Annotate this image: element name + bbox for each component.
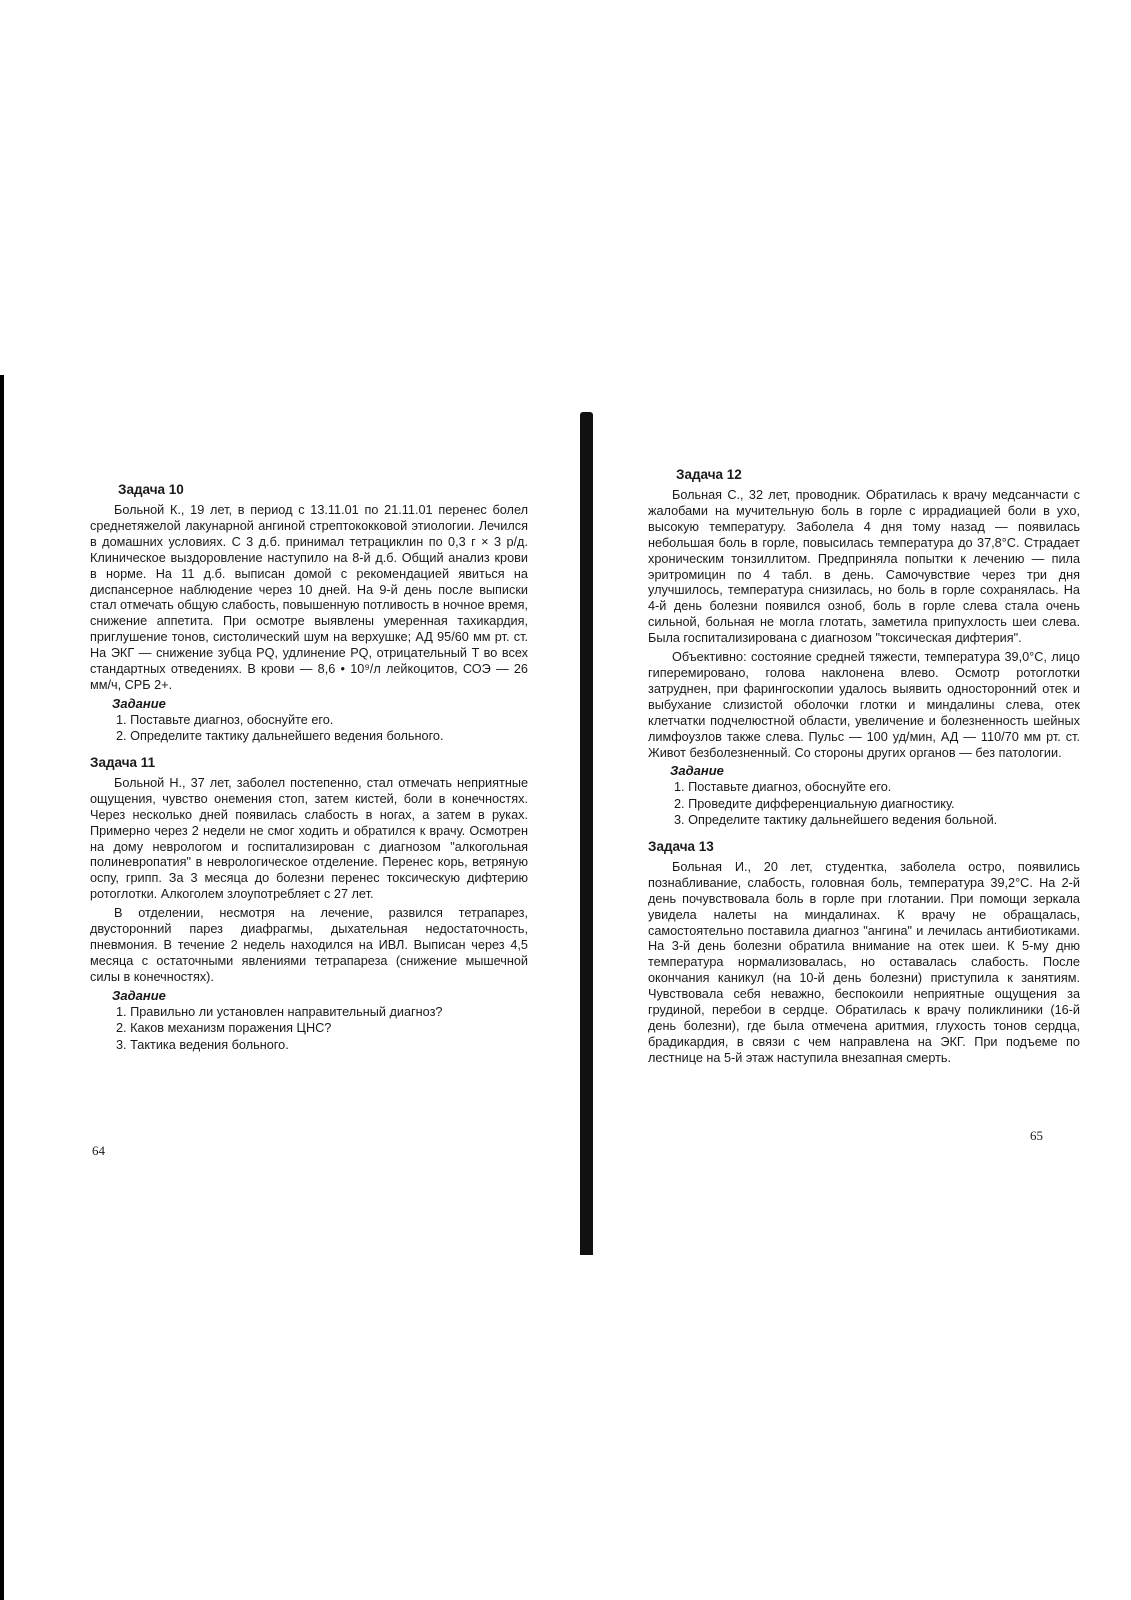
task-paragraph: Больная С., 32 лет, проводник. Обратилась к врачу медсанчасти с жалобами на мучительную боль в горле с иррадиацией боли в ухо, высокую температуру. Заболела 4 дня тому назад — появилась небольшая боль в горле, повысилась температура до 37,8°С. Страдает хроническим тонзиллитом. Предприняла попытки к лечению — пила эритромицин по 4 табл. в день. Самочувствие через три дня улучшилось, температура снизилась, но боль в горле сохранялась. На 4-й день болезни появился озноб, боль в горле слева стала очень сильной, больная не могла глотать, заметила припухлость шеи слева. Была госпитализирована с диагнозом "токсическая дифтерия". [648,488,1080,646]
task-paragraph: Больной К., 19 лет, в период с 13.11.01 по 21.11.01 перенес болел среднетяжелой лакунарной ангиной стрептококковой этиологии. Лечился в домашних условиях. С 3 д.б. принимал тетрациклин по 0,3 г × 3 р/д. Клиническое выздоровление наступило на 8-й д.б. Общий анализ крови в норме. На 11 д.б. выписан домой с рекомендацией явиться на диспансерное наблюдение через 10 дней. На 9-й день после выписки стал отмечать общую слабость, повышенную потливость в ночное время, снижение аппетита. При осмотре выявлены умеренная тахикардия, приглушение тонов, систолический шум на верхушке; АД 95/60 мм рт. ст. На ЭКГ — снижение зубца PQ, удлинение PQ, отрицательный T во всех стандартных отведениях. В крови — 8,6 • 10⁹/л лейкоцитов, СОЭ — 26 мм/ч, СРБ 2+. [90,503,528,692]
task-11 [90,755,528,1053]
question-item: 3. Определите тактику дальнейшего ведения больной. [674,813,998,828]
assignment-heading: Задание [112,695,166,711]
scan-left-edge [0,375,4,1600]
task-paragraph: В отделении, несмотря на лечение, развился тетрапарез, двусторонний парез диафрагмы, дыхательная недостаточность, пневмония. В течение 2 недель находился на ИВЛ. Выписан через 4,5 месяца с остаточными явлениями тетрапареза (снижение мышечной силы в конечностях). [90,906,528,984]
question-list [90,712,528,745]
task-title: Задача 13 [648,838,714,854]
question-item: 2. Проведите дифференциальную диагностику. [674,796,955,811]
task-title: Задача 11 [90,754,156,770]
page-number: 64 [92,1143,105,1158]
question-item: 1. Поставьте диагноз, обоснуйте его. [674,780,892,795]
task-paragraph: Объективно: состояние средней тяжести, температура 39,0°С, лицо гиперемировано, голова наклонена влево. Осмотр ротоглотки затруднен, при фарингоскопии удалось выявить односторонний отек и выбухание слизистой оболочки глотки и миндалины слева, отек клетчатки подчелюстной области, увеличение и болезненность шейных лимфоузлов также слева. Пульс — 100 уд/мин, АД — 110/70 мм рт. ст. Живот безболезненный. Со стороны других органов — без патологии. [648,650,1080,760]
task-12 [648,467,1080,829]
task-10 [90,482,528,745]
question-item: 1. Правильно ли установлен направительный диагноз? [116,1004,443,1019]
task-title: Задача 12 [676,467,742,482]
book-gutter-shadow [580,412,593,1255]
question-list [90,1004,528,1054]
question-item: 1. Поставьте диагноз, обоснуйте его. [116,712,334,727]
task-title: Задача 10 [118,482,184,497]
question-list [648,779,1080,829]
question-item: 3. Тактика ведения больного. [116,1037,289,1052]
assignment-heading: Задание [112,987,166,1003]
task-13 [648,839,1080,1067]
assignment-heading: Задание [670,763,724,779]
page-number: 65 [1030,1128,1043,1143]
right-page [648,467,1080,1067]
task-paragraph: Больная И., 20 лет, студентка, заболела остро, появились познабливание, слабость, головная боль, температура 39,2°С. На 2-й день почувствовала боль в горле при глотании. При помощи зеркала увидела налеты на миндалинах. К врачу не обращалась, самостоятельно поставила диагноз "ангина" и лечилась антибиотиками. На 3-й день болезни обратила внимание на отек шеи. К 5-му дню температура нормализовалась, но оставалась слабость. После окончания каникул (на 10-й день болезни) приступила к занятиям. Чувствовала себя неважно, беспокоили неприятные ощущения за грудиной, перебои в сердце. Обратилась к врачу поликлиники (16-й день болезни), где была отмечена аритмия, глухость тонов сердца, брадикардия, в связи с чем направлена на ЭКГ. При подъеме по лестнице на 5-й этаж наступила внезапная смерть. [648,859,1080,1065]
task-paragraph: Больной Н., 37 лет, заболел постепенно, стал отмечать неприятные ощущения, чувство онемения стоп, затем кистей, боли в конечностях. Через несколько дней появилась слабость в ногах, а затем в руках. Примерно через 2 недели не смог ходить и обратился к врачу. Осмотрен на дому неврологом и госпитализирован с диагнозом "алкогольная полиневропатия" в неврологическое отделение. Перенес корь, ветряную оспу, грипп. За 3 месяца до болезни перенес токсическую дифтерию ротоглотки. Алкоголем злоупотребляет с 27 лет. [90,775,528,902]
left-page [90,482,528,1063]
question-item: 2. Определите тактику дальнейшего ведения больного. [116,729,444,744]
question-item: 2. Каков механизм поражения ЦНС? [116,1021,332,1036]
